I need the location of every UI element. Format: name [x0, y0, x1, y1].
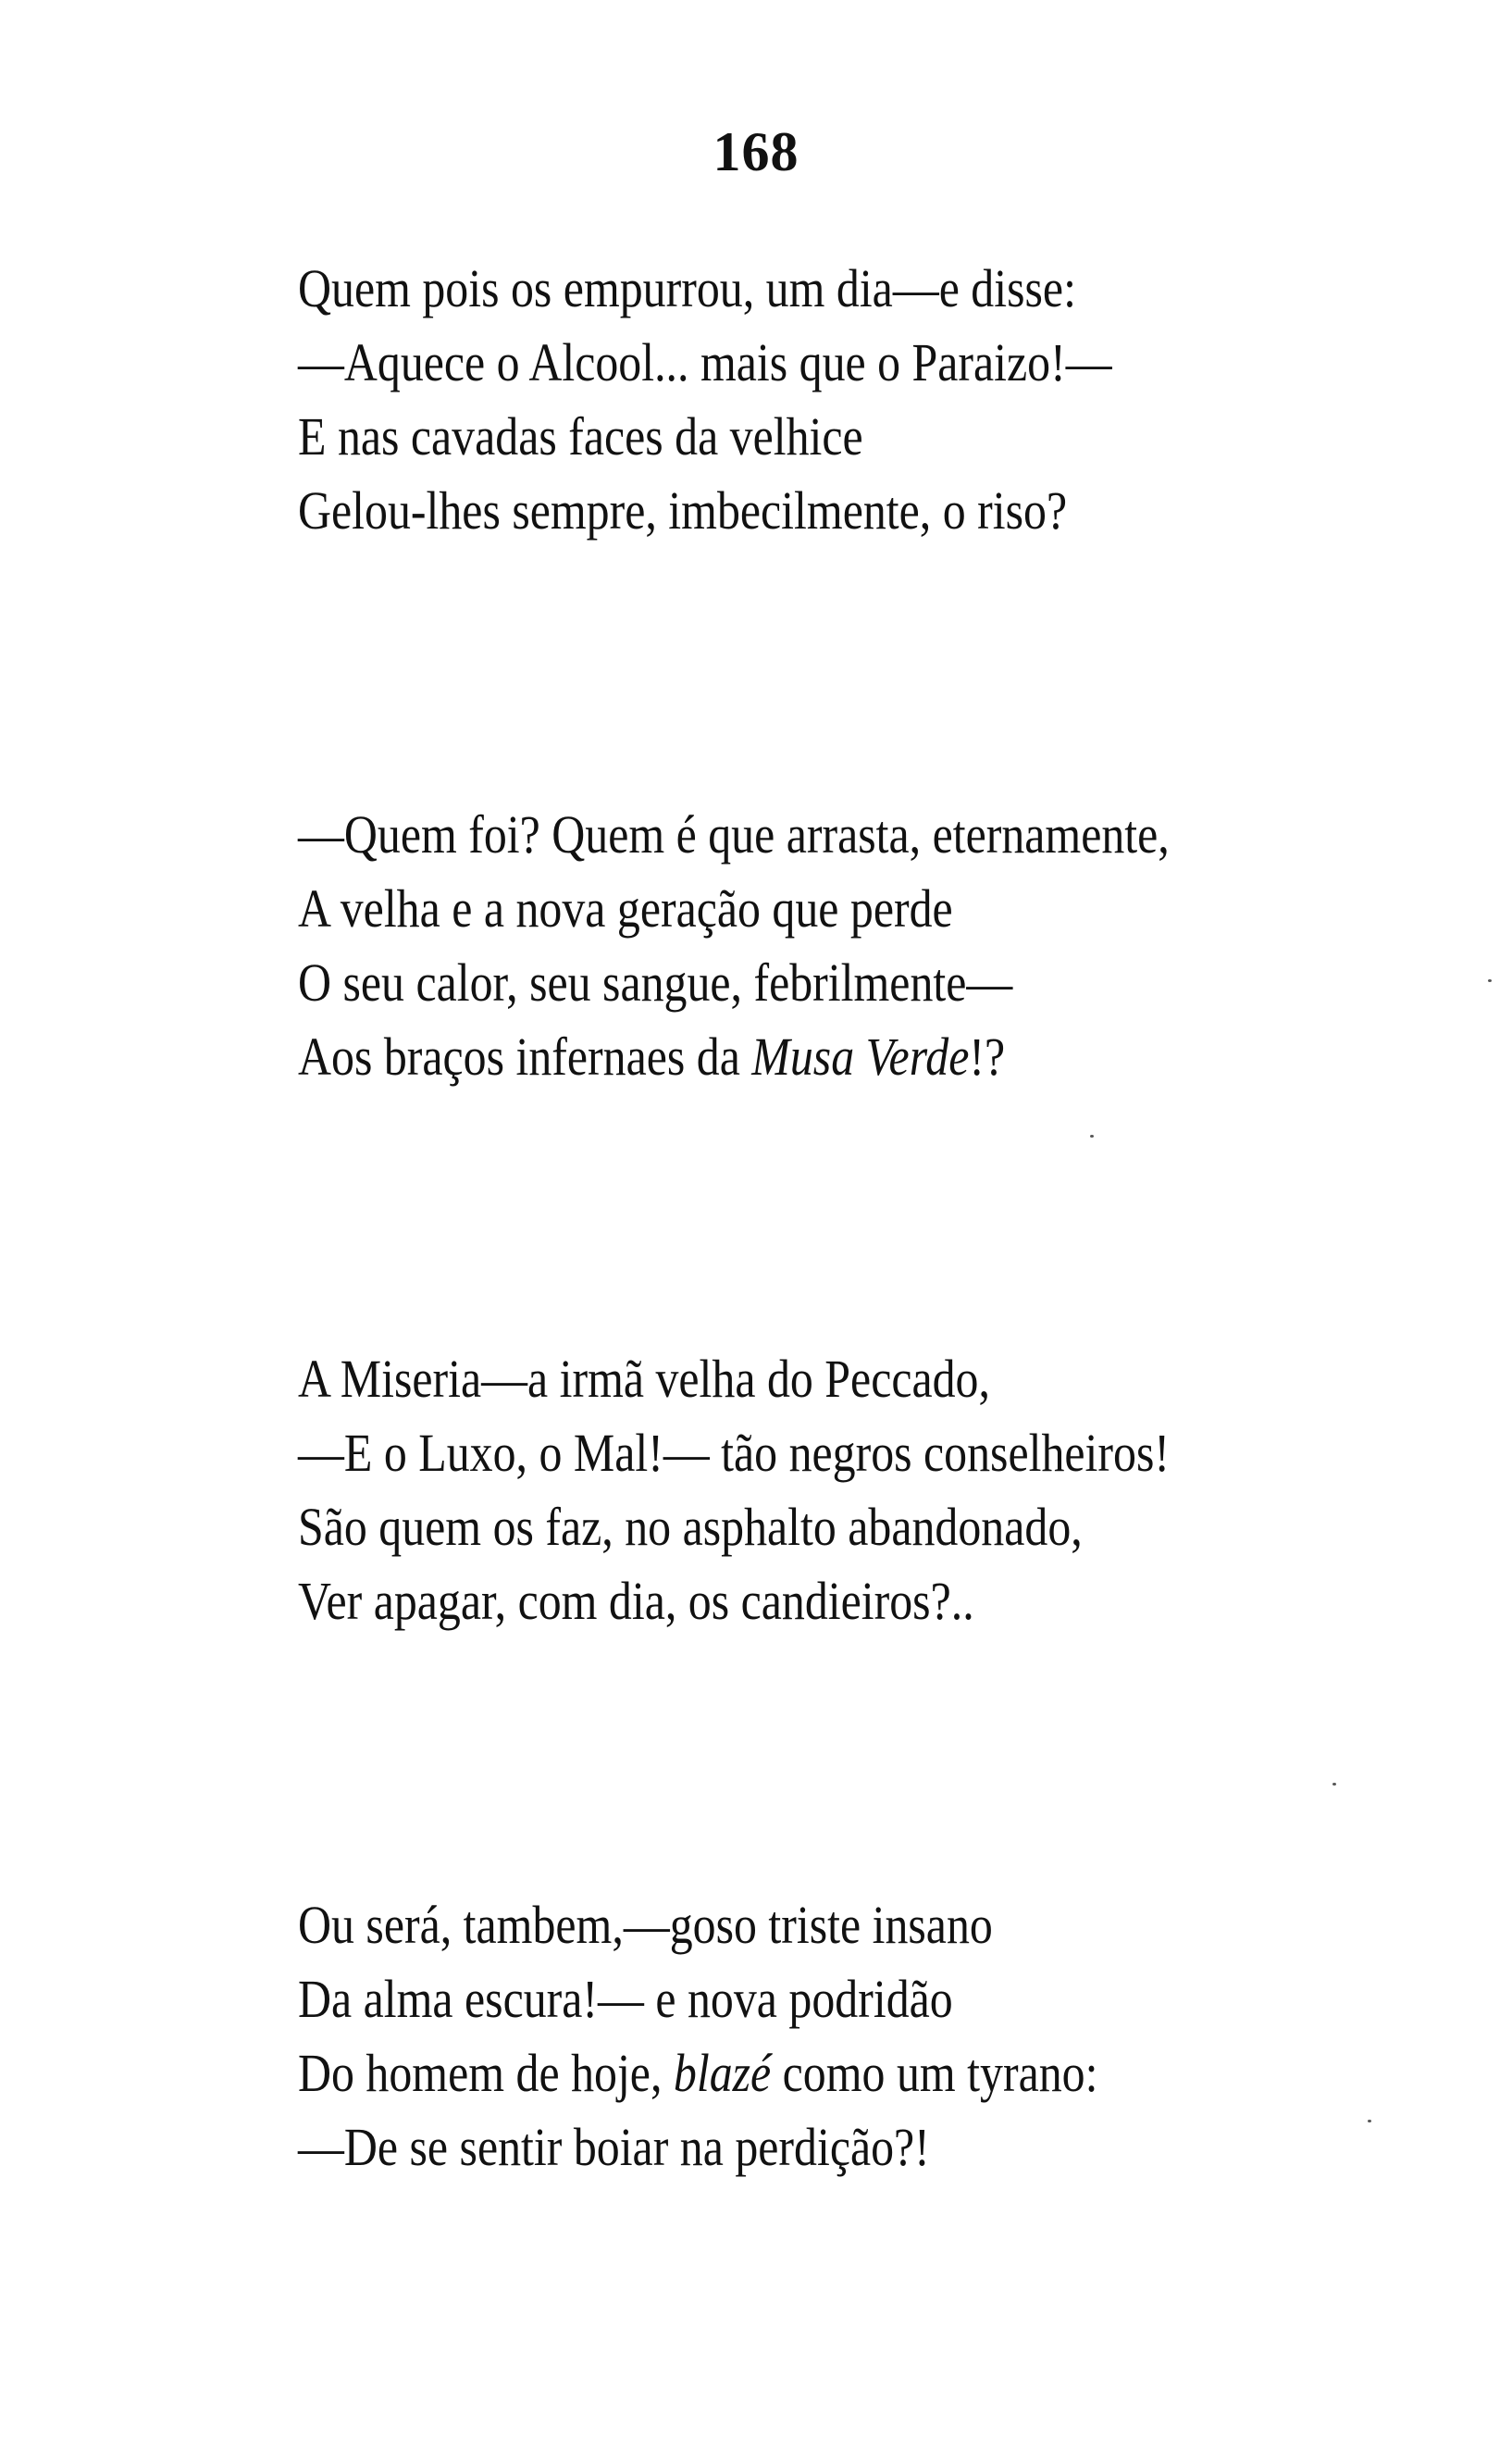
- verse-line: —De se sentir boiar na perdição?!: [298, 2117, 930, 2177]
- verse-line: Ver apagar, com dia, os candieiros?..: [298, 1571, 974, 1631]
- stanza-1: [298, 252, 1445, 548]
- verse-line: E nas cavadas faces da velhice: [298, 406, 863, 467]
- verse-line: A velha e a nova geração que perde: [298, 878, 953, 939]
- verse-line: —Quem foi? Quem é que arrasta, eternamente,: [298, 804, 1170, 865]
- stanza-4: [298, 1888, 1445, 2184]
- verse-line: Quem pois os empurrou, um dia—e disse:: [298, 258, 1076, 318]
- verse-text: Aos braços infernaes da: [298, 1027, 752, 1087]
- verse-line: Ou será, tambem,—goso triste insano: [298, 1895, 993, 1955]
- verse-line: O seu calor, seu sangue, febrilmente—: [298, 952, 1013, 1013]
- verse-line: [298, 2036, 1284, 2110]
- verse-text: !?: [969, 1027, 1006, 1087]
- verse-line: A Miseria—a irmã velha do Peccado,: [298, 1349, 990, 1409]
- verse-text: como um tyrano:: [771, 2043, 1098, 2103]
- paper-speck: [1332, 1783, 1336, 1786]
- paper-speck: [1090, 1135, 1094, 1138]
- verse-line: São quem os faz, no asphalto abandonado,: [298, 1497, 1083, 1557]
- verse-line: Gelou-lhes sempre, imbecilmente, o riso?: [298, 480, 1068, 541]
- italic-title: Musa Verde: [751, 1027, 970, 1087]
- verse-line: [298, 1020, 1284, 1094]
- verse-line: —Aquece o Alcool... mais que o Paraizo!—: [298, 332, 1112, 392]
- verse-line: —E o Luxo, o Mal!— tão negros conselheiros!: [298, 1423, 1170, 1483]
- stanza-2: [298, 798, 1445, 1094]
- paper-speck: [1368, 2120, 1371, 2122]
- stanza-3: [298, 1342, 1445, 1638]
- verse-text: Do homem de hoje,: [298, 2043, 674, 2103]
- verse-line: Da alma escura!— e nova podridão: [298, 1969, 953, 2029]
- italic-word: blazé: [673, 2043, 772, 2103]
- page-number: 168: [713, 121, 799, 182]
- paper-speck: [1488, 979, 1492, 982]
